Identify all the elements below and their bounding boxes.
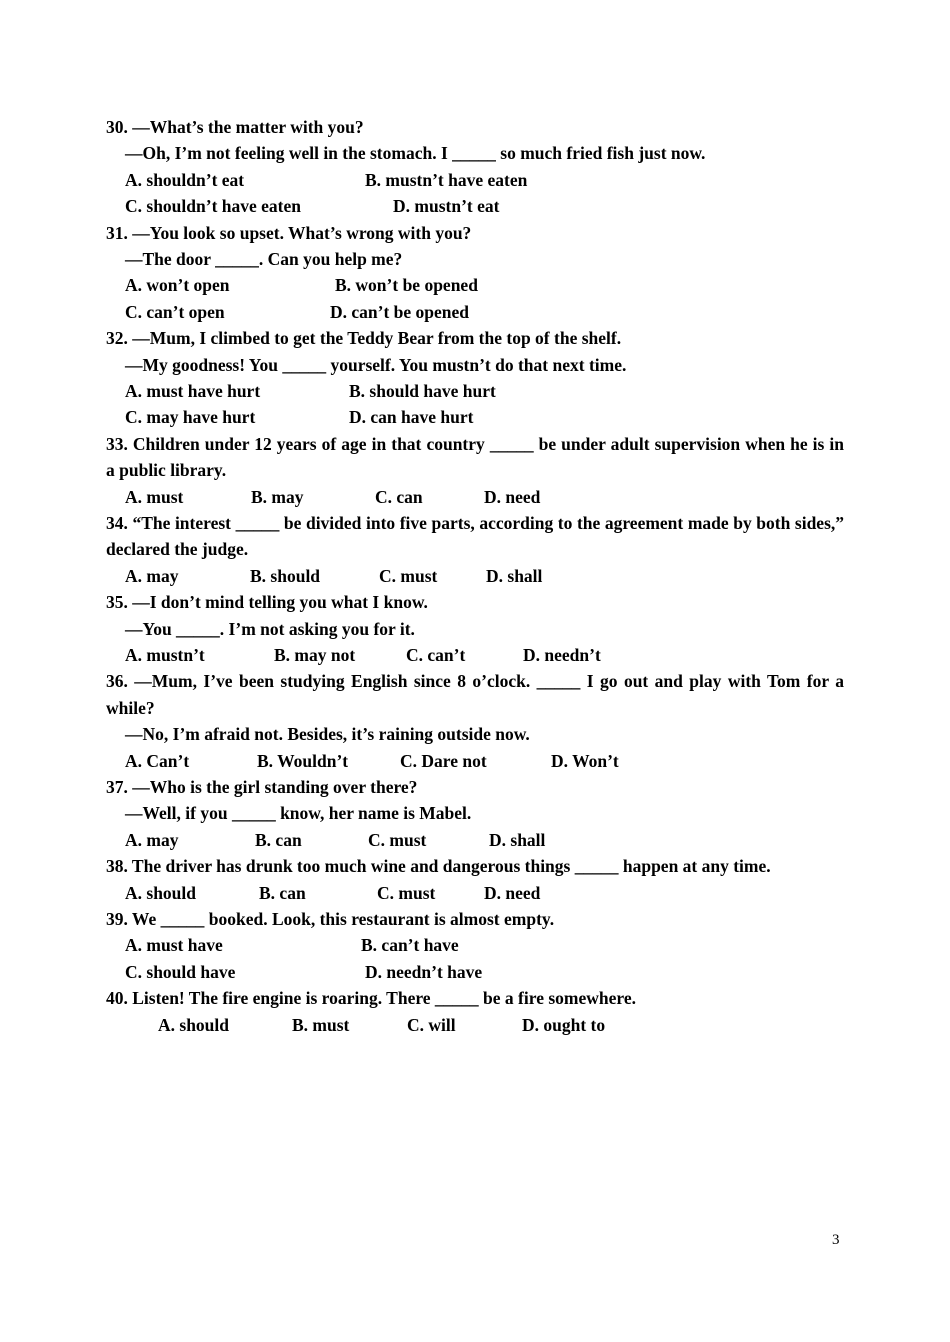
dialogue-line: —No, I’m afraid not. Besides, it’s raining outside now. <box>125 724 530 745</box>
answer-option[interactable]: D. needn’t <box>523 645 601 665</box>
answer-option[interactable]: B. should <box>250 565 321 586</box>
answer-option[interactable]: D. shall <box>489 829 546 850</box>
question-36 <box>106 668 844 774</box>
answer-option[interactable]: D. Won’t <box>551 750 619 771</box>
answer-option[interactable]: C. must <box>377 882 436 903</box>
question-stem: 30. —What’s the matter with you? <box>106 117 364 137</box>
answer-option[interactable]: C. shouldn’t have eaten <box>125 196 301 217</box>
answer-option[interactable]: C. should have <box>125 961 236 982</box>
answer-option[interactable]: D. needn’t have <box>365 961 483 982</box>
question-33 <box>106 431 844 510</box>
dialogue-line: —The door _____. Can you help me? <box>125 249 403 269</box>
answer-option[interactable]: D. can’t be opened <box>330 301 470 322</box>
answer-option[interactable]: A. must <box>125 486 184 507</box>
dialogue-line: —My goodness! You _____ yourself. You mustn’t do that next time. <box>125 354 627 375</box>
question-stem: 36. —Mum, I’ve been studying English since 8 o’clock. _____ I go out and play with Tom for a while? <box>106 671 844 718</box>
question-30 <box>106 114 844 220</box>
question-38 <box>106 853 844 906</box>
answer-option[interactable]: D. can have hurt <box>349 407 474 428</box>
question-stem: 32. —Mum, I climbed to get the Teddy Bear from the top of the shelf. <box>106 328 622 349</box>
answer-option[interactable]: C. must <box>379 565 438 586</box>
question-stem: 40. Listen! The fire engine is roaring. There _____ be a fire somewhere. <box>106 988 636 1009</box>
answer-option[interactable]: C. must <box>368 829 427 850</box>
answer-option[interactable]: B. Wouldn’t <box>257 750 349 771</box>
answer-option[interactable]: A. mustn’t <box>125 645 205 665</box>
answer-option[interactable]: A. may <box>125 565 179 586</box>
option-row <box>106 193 844 219</box>
answer-option[interactable]: B. must <box>292 1014 350 1035</box>
answer-option[interactable]: B. may not <box>274 645 356 665</box>
dialogue-line: —You _____. I’m not asking you for it. <box>125 618 415 639</box>
option-row <box>106 748 844 774</box>
question-40 <box>106 985 844 1038</box>
question-34 <box>106 510 844 589</box>
answer-option[interactable]: A. must have <box>125 935 223 956</box>
option-row <box>106 272 844 298</box>
dialogue-line: —Well, if you _____ know, her name is Mabel. <box>125 803 472 824</box>
answer-option[interactable]: A. must have hurt <box>125 381 261 401</box>
answer-option[interactable]: D. need <box>484 486 541 507</box>
answer-option[interactable]: A. should <box>158 1014 230 1035</box>
option-row <box>106 827 844 853</box>
option-row <box>106 378 844 404</box>
answer-option[interactable]: C. can <box>375 486 423 507</box>
question-stem: 34. “The interest _____ be divided into five parts, according to the agreement made by both sides,” declared the judge. <box>106 512 844 560</box>
answer-option[interactable]: A. may <box>125 829 179 850</box>
answer-option[interactable]: D. mustn’t eat <box>393 196 500 217</box>
answer-option[interactable]: C. can’t open <box>125 301 225 322</box>
answer-option[interactable]: B. can <box>259 882 306 903</box>
answer-option[interactable]: B. won’t be opened <box>335 275 478 296</box>
answer-option[interactable]: C. Dare not <box>400 750 487 771</box>
answer-option[interactable]: A. shouldn’t eat <box>125 169 245 190</box>
answer-option[interactable]: A. should <box>125 882 197 903</box>
dialogue-line: —Oh, I’m not feeling well in the stomach. I _____ so much fried fish just now. <box>125 143 706 164</box>
answer-option[interactable]: B. mustn’t have eaten <box>365 169 528 190</box>
question-32 <box>106 325 844 431</box>
answer-option[interactable]: C. may have hurt <box>125 407 256 428</box>
option-row <box>106 484 844 510</box>
answer-option[interactable]: B. can’t have <box>361 935 459 956</box>
answer-option[interactable]: C. will <box>407 1014 456 1035</box>
question-35 <box>106 589 844 668</box>
page-number: 3 <box>832 1232 840 1248</box>
question-stem: 37. —Who is the girl standing over there? <box>106 777 418 797</box>
option-row <box>106 932 844 958</box>
answer-option[interactable]: A. Can’t <box>125 750 190 771</box>
question-stem: 39. We _____ booked. Look, this restaurant is almost empty. <box>106 909 555 929</box>
answer-option[interactable]: D. need <box>484 882 541 903</box>
question-31 <box>106 220 844 326</box>
option-row <box>106 167 844 193</box>
question-stem: 33. Children under 12 years of age in that country _____ be under adult supervision when he is in a public library. <box>106 433 844 481</box>
question-stem: 31. —You look so upset. What’s wrong with you? <box>106 222 472 243</box>
answer-option[interactable]: D. shall <box>486 565 543 586</box>
option-row <box>106 642 844 668</box>
question-39 <box>106 906 844 985</box>
answer-option[interactable]: C. can’t <box>406 645 466 665</box>
question-37 <box>106 774 844 853</box>
question-stem: 38. The driver has drunk too much wine and dangerous things _____ happen at any time. <box>106 856 771 877</box>
option-row <box>106 404 844 430</box>
option-row <box>106 959 844 985</box>
option-row <box>106 880 844 906</box>
answer-option[interactable]: B. should have hurt <box>349 381 496 401</box>
answer-option[interactable]: B. may <box>251 486 304 507</box>
question-list <box>106 114 844 1038</box>
question-stem: 35. —I don’t mind telling you what I know. <box>106 592 428 613</box>
option-row <box>106 299 844 325</box>
answer-option[interactable]: A. won’t open <box>125 275 230 296</box>
option-row <box>106 1012 844 1038</box>
answer-option[interactable]: D. ought to <box>522 1014 606 1035</box>
option-row <box>106 563 844 589</box>
answer-option[interactable]: B. can <box>255 829 302 850</box>
